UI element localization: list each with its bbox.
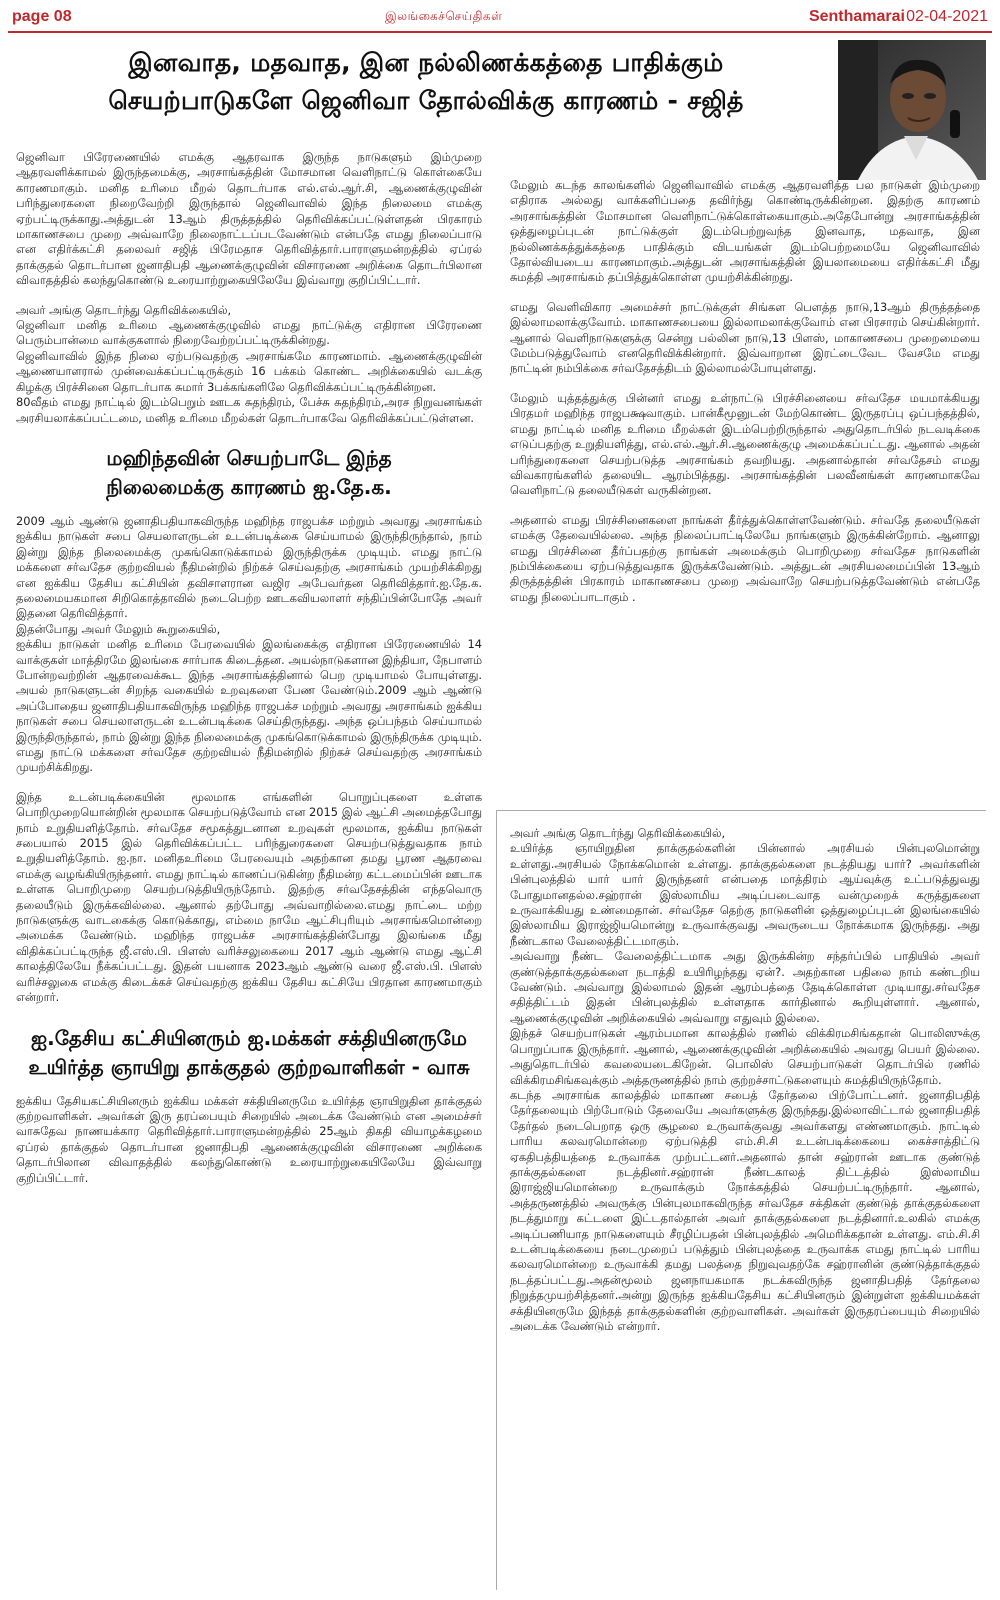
right-column-top xyxy=(510,178,980,605)
article-paragraph: அவ்வாறு நீண்ட வேலைத்திட்டமாக அது இருக்கின்ற சந்தர்ப்பில் பாதியில் அவர் குண்டுத்தாக்குதல்களை நடாத்தி உயிரிழந்தது ஏன்?. அதற்கான பதிலை நாம் கண்டறிய வேண்டும். அவ்வாறு இல்லாமல் இதன் ஆரம்பத்தை தேடிக்கொள்ள முடியாது.சர்வதேச சதித்திட்டம் இதன் பின்புலத்தில் உள்ளதாக கார்தினால் கூறியுள்ளார். ஆனால், ஆணைக்குழுவின் அறிக்கையில் அவ்வாறு எதுவும் இல்லை. xyxy=(510,949,980,1025)
article-paragraph: அதனால் எமது பிரச்சினைகளை நாங்கள் தீர்த்துக்கொள்ளவேண்டும். சர்வதே தலையீடுகள் எமக்கு தேவையில்லை. அந்த நிலைப்பாட்டிலேயே நாங்களும் இருக்கின்றோம். ஆனாலு எமது பிரச்சினை தீர்ப்பதற்கு நாங்கள் அமைக்கும் பொறிமுறை சர்வதேச நாடுகளின் நம்பிக்கையை ஏற்படுத்துவதாக இருக்கவேண்டும். அத்துடன் அரசியலமைப்பின் 13ஆம் திருத்தத்தின் பிரகாரம் மாகாணசபை முறை அவ்வாறே செயற்படுத்தவேண்டும் என்பதே எமது நிலைப்பாடாகும் . xyxy=(510,512,980,604)
article-paragraph: கடந்த அரசாங்க காலத்தில் மாகாண சபைத் தேர்தலை பிற்போட்டனர். ஜனாதிபதித் தேர்தலையும் பிற்போடும் தேவையே அவர்களுக்கு இருந்தது.இல்லாவிட்டால் ஜனாதிபதித் தேர்தல் நடைபெறாத ஒரு சூழலை உருவாக்குவது அவர்களது எண்ணமாகும். நாட்டில் பாரிய கலவரமொன்றை ஏற்படுத்தி எம்.சி.சி உடன்படிக்கையை கைச்சாத்திட்டு ஏகதிபத்தியத்தை உருவாக்க முற்பட்டனர்.அதனால் தான் சஹ்ரான் ஊடாக குண்டுத் தாக்குதல்களை நடத்தினர்.சஹ்ரான் நீண்டகாலத் திட்டத்தில் இஸ்லாமிய இராஜ்ஜியமொன்றை உருவாக்கும் நோக்கத்தில் செயற்பட்டிருந்தார். ஆனால், அத்தருணத்தில் அவருக்கு பின்புலமாகவிருந்த சர்வதேச சக்திகள் குண்டுத் தாக்குதல்களை நடத்துமாறு கட்டளை இட்டதால்தான் அவர் தாக்குதல்களை நடத்தினார்.உலகில் எமக்கு அடிப்பணியாத நாடுகளையும் சீரழிப்பதன் பின்புலத்தில் அமெரிக்கதான் உள்ளது. எம்.சி.சி உடன்படிக்கையை நடைமுறைப் படுத்தும் பின்புலத்தை உருவாக்க எமது நாட்டில் பாரிய கலவரமொன்றை உருவாக்கி தமது பலத்தை நிறுவுவதற்கே சஹ்ரானின் குண்டுத்தாக்குதல் நடத்தப்பட்டது.அதன்மூலம் ஜனநாயகமாக நடக்கவிருந்த ஜனாதிபதித் தேர்தலை நிறுத்தமுயற்சித்தனர்.அன்று இருந்த ஐக்கியதேசிய கட்சியினரும் இன்றுள்ள ஐக்கியமக்கள் சக்தியினருமே இந்தத் தாக்குதல்களின் குற்றவாளிகள். அவர்கள் இருதரப்பையும் சிறையில் அடைக்க வேண்டும் என்றார். xyxy=(510,1087,980,1333)
article-paragraph: அவர் அங்கு தொடர்ந்து தெரிவிக்கையில், xyxy=(16,302,232,317)
headline-line-1: இனவாத, மதவாத, இன நல்லிணக்கத்தை பாதிக்கும் xyxy=(128,48,724,77)
right-column-bottom xyxy=(510,826,980,1334)
article-paragraph: ஜெனிவா மனித உரிமை ஆணைக்குழுவில் எமது நாட்டுக்கு எதிரான பிரேரணை பெரும்பான்மை வாக்குகளால் நிறைவேற்றப்பட்டிருக்கின்றது. xyxy=(16,318,482,348)
article-paragraph: ஐக்கிய நாடுகள் மனித உரிமை பேரவையில் இலங்கைக்கு எதிரான பிரேரணையில் 14 வாக்குகள் மாத்திரமே இலங்கை சார்பாக கிடைத்தன. அயல்நாடுகளான இந்தியா, நேபாளம் போன்றவற்றின் ஆதரவைக்கூட இந்த அரசாங்கத்தினால் பெற முடியாமல் போயுள்ளது. அயல் நாடுகளுடன் சிறந்த வகையில் உறவுகளை பேண வேண்டும்.2009 ஆம் ஆண்டு அப்போதைய ஜனாதிபதியாகவிருந்த மஹிந்த ராஜபக்ச மற்றும் அவரது அரசாங்கம் ஐக்கிய நாடுகள் சபை செயலாளருடன் உடன்படிக்கை செய்திருந்தது. அந்த ஒப்பந்தம் செய்யாமல் இருந்திருந்தால், நாம் இன்று இந்த நிலைமைக்கு முகங்கொடுக்காமல் இருந்திருக்க முடியும். எமது நாட்டு மக்களை சர்வதேச குற்றவியல் நீதிமன்றில் நிற்கச் செய்வதற்கு அரசாங்கம் முயற்சிக்கிறது. xyxy=(16,637,482,775)
article-paragraph: 80வீதம் எமது நாட்டில் இடம்பெறும் ஊடக சுதந்திரம், பேச்சு சுதந்திரம்,அரச நிறுவனங்கள் அரசியலாக்கப்பட்டமை, மனித உரிமை மீறல்கள் தொடர்பாகவே தெரிவிக்கப்பட்டுள்ளன. xyxy=(16,395,482,425)
column-divider-vertical xyxy=(496,810,497,1590)
main-headline xyxy=(16,44,836,120)
subheading-line: நிலைமைக்கு காரணம் ஐ.தே.க. xyxy=(106,474,392,499)
article-paragraph: ஐக்கிய தேசியகட்சியினரும் ஐக்கிய மக்கள் சக்தியினருமே உயிர்த்த ஞாயிறுதின தாக்குதல் குற்றவாளிகள். அவர்கள் இரு தரப்பையும் சிறையில் அடைக்க வேண்டும் என அமைச்சர் வாசுதேவ நாணயக்கார தெரிவித்தார்.பாராளுமன்றத்தில் 25ஆம் திகதி வியாழக்கழமை ஏப்ரல் தாக்குதல் தொடர்பான ஜனாதிபதி ஆணைக்குழுவின் விசாரணை அறிக்கை தொடர்பிலான விவாதத்தில் கலந்துகொண்டு உரையாற்றுகையிலேயே இவ்வாறு குறிப்பிட்டார். xyxy=(16,1093,482,1185)
article-paragraph: அவர் அங்கு தொடர்ந்து தெரிவிக்கையில், xyxy=(510,826,726,840)
article-paragraph: இந்தச் செயற்பாடுகள் ஆரம்பமான காலத்தில் ரணில் விக்கிரமசிங்கதான் பொலிஸுக்கு பொறுப்பாக இருந்தார். ஆனால், ஆணைக்குழுவின் அறிக்கையில் அவரது பெயர் இல்லை. அதுதொடர்பில் கவலையடைகிறேன். பொலிஸ் செயற்பாடுகள் தொடர்பில் ரணில் விக்கிரமசிங்கவுக்கும் அத்தருணத்தில் நாம் குற்றச்சாட்டுகளையும் சுமத்தியிருந்தோம். xyxy=(510,1026,980,1087)
article-paragraph: இதன்போது அவர் மேலும் கூறுகையில், xyxy=(16,621,221,636)
page-number: page 08 xyxy=(12,8,72,25)
article-paragraph: உயிர்த்த ஞாயிறுதின தாக்குதல்களின் பின்னால் அரசியல் பின்புலமொன்று உள்ளது.அரசியல் நோக்கமொன் உள்ளது. தாக்குதல்களை நடத்தியது யார்? அவர்களின் பின்புலத்தில் யார் யார் இருந்தனர் என்பதை மாத்திரம் ஆய்வுக்கு உட்படுத்துவது போதுமானதல்ல.சஹ்ரான் இஸ்லாமிய அடிப்படைவாத வன்முறைக் கருத்துகளை உருவாக்கியது உண்மைதான். சர்வதேச தெற்கு நாடுகளின் ஒத்துழைப்புடன் இலங்கையில் இஸ்லாமிய இராஜ்ஜியமொன்று உருவாக்குவது அவருடைய நோக்கமாக இருந்தது. அது நீண்டகால வேலைத்திட்டமாகும். xyxy=(510,841,980,948)
article-paragraph: மேலும் யுத்தத்துக்கு பின்னர் எமது உள்நாட்டு பிரச்சினையை சர்வதேச மயமாக்கியது பிரதமர் மஹிந்த ராஜபக்ஷவாகும். பான்கீமூனுடன் மேற்கொண்ட இருதரப்பு ஒப்பந்தத்தில், எமது நாட்டில் மனித உரிமை மீறல்கள் இடம்பெற்றிருந்தால் அதுதொடர்பில் நடவடிக்கை எடுப்பதற்கு உறுதியளித்து, எல்.எல்.ஆர்.சி.ஆணைக்குழு அமைக்கப்பட்டது. ஆனால் அதன் பரிந்துரைகளை செயற்படுத்த அரசாங்கம் தவறியது. அதனால்தான் சர்வதேசம் எமது விவகாரங்களில் தலையிட ஆரம்பித்தது. அரசாங்கத்தின் பலவீனங்கள் காரணமாகவே வெளிநாட்டு தலையீடுகள் வருகின்றன. xyxy=(510,390,980,498)
header-rule xyxy=(8,31,992,33)
article-paragraph: எமது வெளிவிகார அமைச்சர் நாட்டுக்குள் சிங்கள பௌத்த நாடு,13ஆம் திருத்தத்தை இல்லாமலாக்குவோம். மாகாணசபையை இல்லாமலாக்குவோம் என பிரசாரம் செய்கின்றார். ஆனால் வெளிநாடுகளுக்கு சென்று பல்லின நாடு,13 பிளஸ், மாகாணசபை முறைமையை மேம்படுத்துவோம் எனதெரிவிக்கின்றார். இவ்வாறான இரட்டைவேட வேசமே எமது நாட்டின் நம்பிக்கை சர்வதேசத்திடம் இல்லாமல்போயுள்ளது. xyxy=(510,299,980,376)
speaker-portrait-icon xyxy=(838,40,986,180)
subheading-vasu xyxy=(16,1024,482,1082)
speaker-photo xyxy=(838,40,986,180)
article-paragraph: 2009 ஆம் ஆண்டு ஜனாதிபதியாகவிருந்த மஹிந்த ராஜபக்ச மற்றும் அவரது அரசாங்கம் ஐக்கிய நாடுகள் சபை செயலாளருடன் உடன்படிக்கை செய்யாமல் இருந்திருந்தால், நாம் இன்று இந்த நிலைமைக்கு முகங்கொடுக்காமல் இருந்திருக்க முடியும். எமது நாட்டு மக்களை சர்வதேச குற்றவியல் நீதிமன்றில் நிற்கச் செய்வதற்கு அரசாங்கம் முயற்சிக்கிறது என ஐக்கிய தேசிய கட்சியின் தவிசாளரான வஜிர அபேவர்தன தெரிவித்தார்.ஐ.தே.க. தலைமையகமான சிறிகொத்தாவில் நடைபெற்ற ஊடகவியலாளர் சந்திப்பின்போதே அவர் இதனை தெரிவித்தார். xyxy=(16,513,482,621)
newspaper-name: Senthamarai xyxy=(808,8,905,25)
article-paragraph: ஜெனிவா பிரேரணையில் எமக்கு ஆதரவாக இருந்த நாடுகளும் இம்முறை ஆதரவளிக்காமல் இருந்தமைக்கு, அரசாங்கத்தின் மோசமான வெளிநாட்டு கொள்கையே காரணமாகும். மனித உரிமை மீறல் தொடர்பாக எல்.எல்.ஆர்.சி, ஆணைக்குழுவின் பரிந்துரைகளை நிறைவேற்றி இருந்தால் ஜெனிவாவில் இந்த நிலைமை எமக்கு ஏற்பட்டிருக்காது.அத்துடன் 13ஆம் திருத்தத்தில் தெரிவிக்கப்பட்டுள்ளதன் பிரகாரம் மாகாணசபை முறை அவ்வாறே நிலைநாட்டப்படவேண்டும் என்பதே எமது நிலைப்பாடு என எதிர்க்கட்சி தலைவர் சஜித் பிரேமதாச தெரிவித்தார்.பாராளுமன்றத்தில் ஏப்ரல் தாக்குதல் தொடர்பான ஜனாதிபதி ஆணைக்குழுவின் விசாரணை அறிக்கை தொடர்பிலான விவாதத்தில் கலந்துகொண்டு உரையாற்றுகையிலேயே இவ்வாறு குறிப்பிட்டார். xyxy=(16,150,482,288)
page-header xyxy=(0,0,1000,34)
issue-date: 02-04-2021 xyxy=(906,8,988,25)
section-title: இலங்கைச்செய்திகள் xyxy=(385,9,503,23)
subheading-ut-party xyxy=(16,444,482,502)
article-paragraph: இந்த உடன்படிக்கையின் மூலமாக எங்களின் பொறுப்புகளை உள்ளக பொறிமுறையொன்றின் மூலமாக செயற்படுத்வோம் என 2015 இல் ஆட்சி அமைத்தபோது நாம் உறுதியளித்தோம். சர்வதேச சமூகத்துடனான உறவுகள் மூலமாக, ஐக்கிய நாடுகள் சபையால் 2015 இல் தெரிவிக்கப்பட்ட பரிந்துரைகளை செயற்படுத்துவதாக நாம் உறுதியளித்தோம். ஐ.நா. மனிதஉரிமை பேரவையும் அதற்கான தமது பூரண ஆதரவை எமக்கு வழங்கியிருந்தனர். எமது நாட்டில் காணப்படுகின்ற நீதிமன்ற கட்டமைப்பின் ஊடாக உள்ளக பொறிமுறை செயற்படுத்தியிருந்தோம். இதற்கு சர்வதேசத்தின் எந்தவொரு தலையீடும் இருக்கவில்லை. ஆனால் தற்போது அவ்வாறில்லை.எமது நாட்டை மற்ற நாடுகளுக்கு வாடகைக்கு கொடுக்காது, எம்மை நாமே ஆட்சிபுரியும் அரசாங்கமொன்றை அமைக்க வேண்டும். மஹிந்த ராஜபக்ச அரசாங்கத்தின்போது இலங்கை மீது விதிக்கப்பட்டிருந்த ஜீ.எஸ்.பி. பிளஸ் வரிச்சலுகையை 2017 ஆம் ஆண்டு எமது ஆட்சி காலத்திலேயே நீக்கப்பட்டது. இதன் பயனாக 2023ஆம் ஆண்டு வரை ஜீ.எஸ்.பி. பிளஸ் வரிச்சலுகை எமக்கு கிடைக்கச் செய்வதற்கு ஐக்கிய தேசிய கட்சியே பிரதான காரணமாகும் என்றார். xyxy=(16,789,482,1005)
headline-line-2: செயற்பாடுகளே ஜெனிவா தோல்விக்கு காரணம் - சஜித் xyxy=(108,86,744,115)
article-paragraph: மேலும் கடந்த காலங்களில் ஜெனிவாவில் எமக்கு ஆதரவளித்த பல நாடுகள் இம்முறை எதிராக அல்லது வாக்களிப்பதை தவிர்ந்து கொண்டிருக்கின்றன. இதற்கு காரணம் அரசாங்கத்தின் மோசமான வெளிநாட்டுக்கொள்கையாகும்.அதேபோன்று அரசாங்கத்தின் ஒத்துழைப்புடன் நாட்டுக்குள் இடம்பெற்றுவந்த இனவாத, மதவாத, இன நல்லிணக்கத்துக்கத்தை பாதிக்கும் விடயங்கள் இடம்பெற்றமையே ஜெனிவாவில் தோல்வியடைய காரணமாகும்.அத்துடன் அரசாங்கத்தின் இயலாமையை எதிர்க்கட்சி மீது சுமத்தி அரசாங்கம் தப்பித்துக்கொள்ள முயற்சிக்கின்றது. xyxy=(510,178,980,285)
subheading-line: ஐ.தேசிய கட்சியினரும் ஐ.மக்கள் சக்தியினருமே xyxy=(31,1025,467,1050)
left-column xyxy=(16,150,482,1186)
subheading-line: உயிர்த்த ஞாயிறு தாக்குதல் குற்றவாளிகள் - வாசு xyxy=(28,1054,470,1079)
subheading-line: மஹிந்தவின் செயற்பாடே இந்த xyxy=(106,445,392,470)
column-divider xyxy=(496,810,986,811)
article-paragraph: ஜெனிவாவில் இந்த நிலை ஏற்படுவதற்கு அரசாங்கமே காரணமாம். ஆணைக்குழுவின் ஆணையாளரால் முன்வைக்கப்பட்டிருக்கும் 16 பக்கம் கொண்ட அறிக்கையில் வடக்கு கிழக்கு பிரச்சினை தொடர்பாக சுமார் 3பக்கங்களிலே தெரிவிக்கப்பட்டிருக்கின்றன. xyxy=(16,348,482,394)
